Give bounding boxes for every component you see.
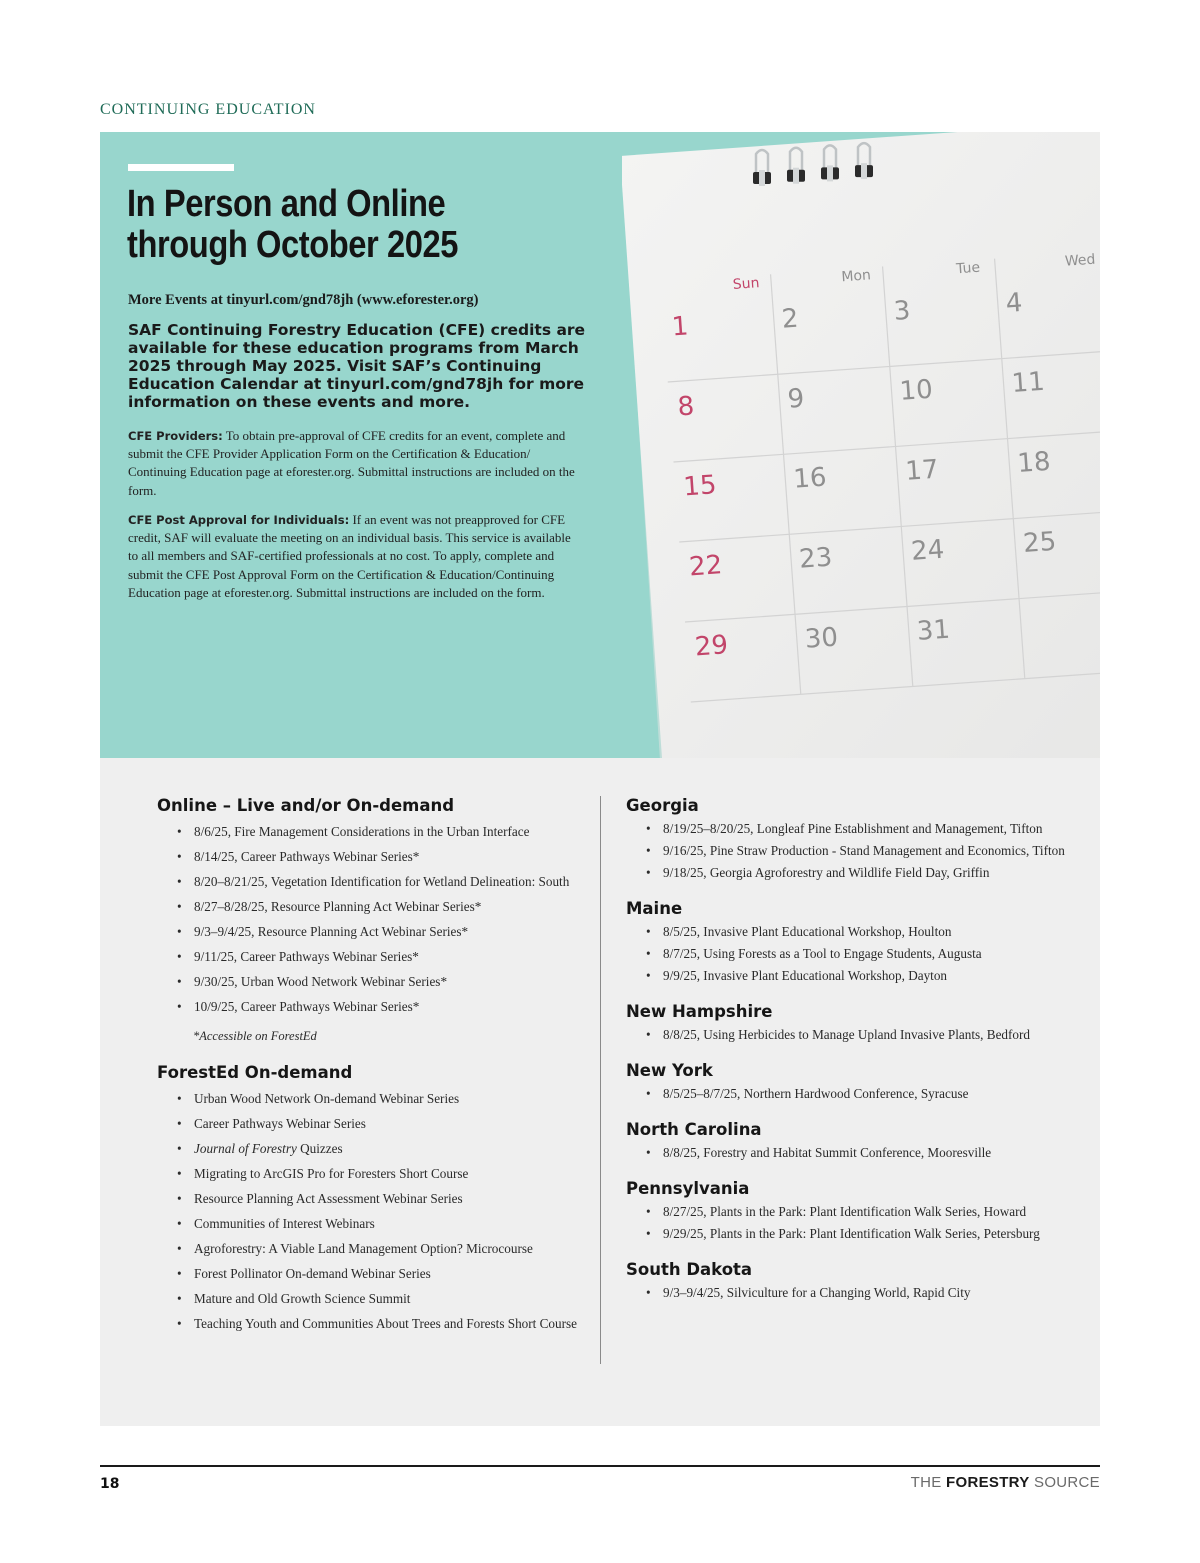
list-item: • 9/9/25, Invasive Plant Educational Workshop, Dayton (626, 968, 1066, 985)
page-title (127, 184, 531, 266)
list-item: • 8/5/25–8/7/25, Northern Hardwood Conference, Syracuse (626, 1086, 1066, 1103)
state-events-list (626, 1204, 1066, 1243)
state-events-list (626, 1285, 1066, 1302)
list-item: • 8/8/25, Forestry and Habitat Summit Conference, Mooresville (626, 1145, 1066, 1162)
list-item: • 8/27–8/28/25, Resource Planning Act Webinar Series* (157, 899, 577, 916)
calendar-paper (622, 132, 1100, 758)
list-item: • Mature and Old Growth Science Summit (157, 1291, 577, 1308)
list-item: • Teaching Youth and Communities About Trees and Forests Short Course (157, 1316, 577, 1333)
list-item: • 9/30/25, Urban Wood Network Webinar Series* (157, 974, 577, 991)
state-events-list (626, 924, 1066, 985)
calendar-date: 2 (780, 303, 800, 335)
list-item: • 8/8/25, Using Herbicides to Manage Upland Invasive Plants, Bedford (626, 1027, 1066, 1044)
calendar-date: 18 (1016, 446, 1052, 480)
calendar-illustration (622, 132, 1100, 758)
list-item: • 8/14/25, Career Pathways Webinar Series* (157, 849, 577, 866)
list-item: • 9/16/25, Pine Straw Production - Stand Management and Economics, Tifton (626, 843, 1066, 860)
weekday-label: Wed (1064, 251, 1096, 270)
title-line-2: through October 2025 (127, 224, 458, 266)
online-heading: Online – Live and/or On-demand (157, 796, 455, 815)
footer-rule (100, 1465, 1100, 1467)
masthead-the: THE (910, 1474, 942, 1491)
calendar-date: 15 (682, 470, 718, 503)
list-item: • 8/7/25, Using Forests as a Tool to Engage Students, Augusta (626, 946, 1066, 963)
list-item: • 9/18/25, Georgia Agroforestry and Wildlife Field Day, Griffin (626, 865, 1066, 882)
forested-courses-list (157, 1091, 577, 1333)
online-events-list (157, 824, 577, 1016)
calendar-date: 31 (915, 614, 951, 647)
calendar-date: 16 (792, 462, 828, 495)
list-item: • 9/3–9/4/25, Silviculture for a Changing World, Rapid City (626, 1285, 1066, 1302)
state-events-list (626, 1027, 1066, 1044)
calendar-date: 3 (892, 295, 912, 327)
ring-clip (861, 163, 867, 179)
weekday-label: Tue (955, 259, 981, 278)
list-item: • 9/3–9/4/25, Resource Planning Act Webinar Series* (157, 924, 577, 941)
calendar-date: 17 (904, 454, 940, 487)
list-item: • Journal of Forestry Quizzes (157, 1141, 577, 1158)
list-item: • 10/9/25, Career Pathways Webinar Series* (157, 999, 577, 1016)
state-group (626, 1120, 1066, 1162)
title-line-1: In Person and Online (127, 183, 446, 225)
more-events-link[interactable]: More Events at tinyurl.com/gnd78jh (www.eforester.org) (128, 292, 479, 308)
state-heading: North Carolina (626, 1119, 762, 1139)
calendar-date: 25 (1022, 526, 1058, 560)
list-item: • Resource Planning Act Assessment Webinar Series (157, 1191, 577, 1208)
list-item: • Migrating to ArcGIS Pro for Foresters Short Course (157, 1166, 577, 1183)
events-panel (100, 758, 1100, 1426)
list-item: • Agroforestry: A Viable Land Management Option? Microcourse (157, 1241, 577, 1258)
calendar-date: 10 (898, 374, 934, 407)
state-group (626, 1179, 1066, 1243)
list-item: • Communities of Interest Webinars (157, 1216, 577, 1233)
list-item: • Urban Wood Network On-demand Webinar Series (157, 1091, 577, 1108)
cfe-credits-intro: SAF Continuing Forestry Education (CFE) credits are available for these education programs from March 2025 through May 2025. Visit SAF’s Continuing Education Calendar at tinyurl.com/gnd78jh for more information on these events and more. (128, 321, 586, 411)
calendar-date: 24 (910, 534, 946, 567)
ring-clip (827, 165, 833, 181)
title-accent-rule (128, 164, 234, 171)
calendar-date: 23 (798, 542, 834, 575)
calendar-date: 30 (803, 622, 839, 655)
events-left-column (157, 796, 577, 1333)
cfe-post-approval-paragraph (128, 511, 580, 602)
calendar-date: 8 (676, 391, 696, 423)
state-group (626, 1002, 1066, 1044)
calendar-date: 1 (670, 311, 690, 343)
state-events-list (626, 821, 1066, 882)
state-heading: New York (626, 1060, 713, 1080)
cfe-providers-lead: CFE Providers: (128, 429, 223, 443)
ring-clip (793, 168, 799, 184)
journal-title: Journal of Forestry (194, 1141, 297, 1157)
masthead-forestry: FORESTRY (946, 1474, 1030, 1491)
list-item: • 8/20–8/21/25, Vegetation Identification for Wetland Delineation: South (157, 874, 577, 891)
cfe-post-approval-lead: CFE Post Approval for Individuals: (128, 513, 350, 527)
state-heading: New Hampshire (626, 1001, 773, 1021)
section-label: CONTINUING EDUCATION (100, 101, 316, 118)
list-item: • 9/11/25, Career Pathways Webinar Series* (157, 949, 577, 966)
calendar-date: 22 (688, 550, 724, 583)
ring-clip (759, 170, 765, 186)
cfe-providers-paragraph (128, 427, 580, 500)
hero-banner (100, 132, 1100, 758)
events-right-column (626, 796, 1066, 1319)
masthead-source: SOURCE (1034, 1474, 1100, 1491)
state-heading: Maine (626, 898, 683, 918)
cfe-providers-text: To obtain pre-approval of CFE credits for an event, complete and submit the CFE Provider Application Form on the Certification & Education/ Continuing Education page at eforester.org. Submittal instructions are included on the form. (128, 428, 575, 498)
list-item: • 9/29/25, Plants in the Park: Plant Identification Walk Series, Petersburg (626, 1226, 1066, 1243)
state-group (626, 1260, 1066, 1302)
calendar-date: 4 (1004, 287, 1024, 320)
state-group (626, 1061, 1066, 1103)
list-item: • 8/5/25, Invasive Plant Educational Workshop, Houlton (626, 924, 1066, 941)
state-events-list (626, 1145, 1066, 1162)
list-item: • 8/6/25, Fire Management Considerations in the Urban Interface (157, 824, 577, 841)
calendar-date: 11 (1010, 366, 1046, 400)
weekday-label: Mon (840, 267, 872, 286)
forested-heading: ForestEd On-demand (157, 1062, 353, 1082)
state-heading: Georgia (626, 796, 699, 815)
page-number: 18 (100, 1476, 120, 1492)
publication-masthead (911, 1474, 1100, 1491)
state-events-list (626, 1086, 1066, 1103)
list-item: • Career Pathways Webinar Series (157, 1116, 577, 1133)
list-item: • 8/19/25–8/20/25, Longleaf Pine Establishment and Management, Tifton (626, 821, 1066, 838)
calendar-image (622, 132, 1100, 758)
column-divider (600, 796, 601, 1364)
list-item: • 8/27/25, Plants in the Park: Plant Identification Walk Series, Howard (626, 1204, 1066, 1221)
calendar-date: 9 (786, 383, 806, 415)
foresed-accessible-note: *Accessible on ForestEd (193, 1028, 317, 1043)
state-heading: South Dakota (626, 1259, 753, 1279)
cfe-post-approval-text: If an event was not preapproved for CFE credit, SAF will evaluate the meeting on an individual basis. This service is available to all members and SAF-certified professionals at no cost. To apply, complete and submit the CFE Post Approval Form on the Certification & Education/Continuing Education page at eforester.org. Submittal instructions are included on the form. (128, 512, 571, 600)
weekday-label: Sun (732, 275, 760, 293)
state-group (626, 899, 1066, 985)
state-heading: Pennsylvania (626, 1178, 750, 1198)
list-item: • Forest Pollinator On-demand Webinar Series (157, 1266, 577, 1283)
state-group (626, 796, 1066, 882)
calendar-date: 29 (693, 630, 729, 663)
